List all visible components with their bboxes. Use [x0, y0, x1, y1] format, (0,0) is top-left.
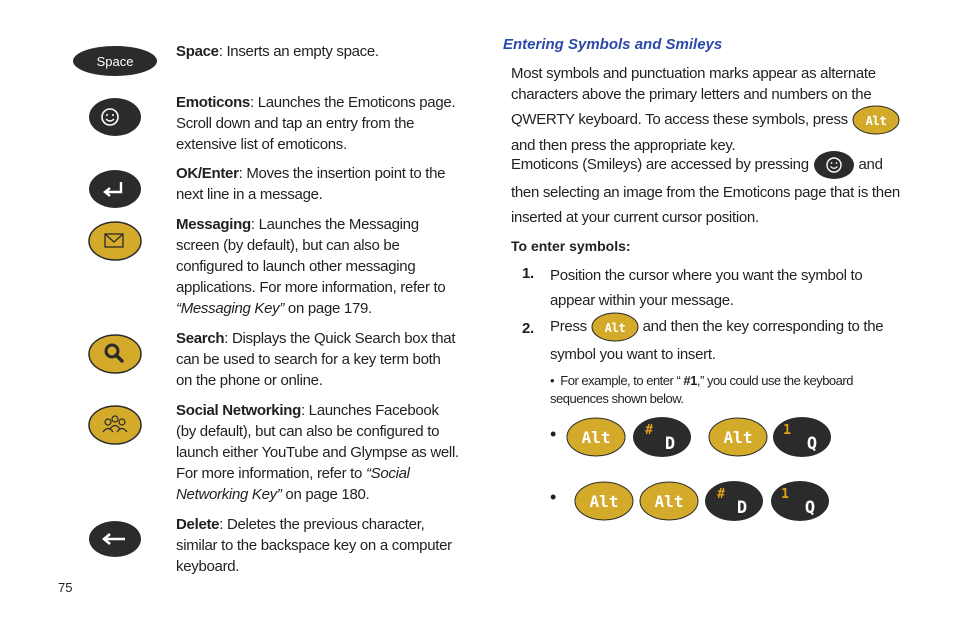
- svg-text:1: 1: [783, 423, 791, 438]
- step-2-text: Press Alt and then the key corresponding to the symbol you want to insert.: [550, 312, 910, 367]
- messaging-key-description: Messaging: Launches the Messaging screen (by default), but can also be configured to launch other messaging applications. For more information, refer to “Messaging Key” on page 179.: [176, 216, 446, 317]
- svg-text:Alt: Alt: [589, 492, 619, 511]
- alt-key-icon: [574, 481, 634, 521]
- search-key-icon: [88, 334, 142, 374]
- messaging-key-reference: “Messaging Key”: [176, 300, 285, 317]
- social-networking-key-reference: “Social Networking Key”: [176, 465, 410, 503]
- step-1-text: Position the cursor where you want the symbol to appear within your message.: [550, 267, 863, 309]
- space-key-description: Space: Inserts an empty space.: [176, 43, 379, 60]
- social-networking-key-description: Social Networking: Launches Facebook (by default), but can also be configured to launch either YouTube and Glympse as well. For more information, refer to “Social Networking Key” on page 180.: [176, 402, 459, 503]
- svg-text:D: D: [736, 498, 748, 518]
- d-key-icon: [632, 416, 692, 458]
- emoticon-key-icon: [88, 97, 142, 137]
- social-networking-key-icon: [88, 405, 142, 445]
- symbols-paragraph: Most symbols and punctuation marks appear as alternate characters above the primary letters and numbers on the QWERTY keyboard. To access these symbols, press Alt and then press the appropriate key.: [511, 63, 911, 156]
- procedure-heading: To enter symbols:: [511, 238, 631, 254]
- step-1-number: 1.: [522, 265, 534, 282]
- sequence-1-bullet: •: [550, 424, 557, 444]
- svg-text:#: #: [717, 487, 725, 502]
- svg-text:#: #: [645, 423, 653, 438]
- space-key-icon: [72, 45, 158, 77]
- alt-key-icon: [852, 105, 900, 135]
- space-key-label: Space: [96, 54, 134, 69]
- alt-key-icon: [708, 417, 768, 457]
- smileys-paragraph: Emoticons (Smileys) are accessed by pressing and then selecting an image from the Emoticons page that is then inserted at your current cursor position.: [511, 150, 911, 230]
- svg-text:1: 1: [781, 487, 789, 502]
- delete-key-description: Delete: Deletes the previous character, similar to the backspace key on a computer keyboard.: [176, 516, 452, 575]
- svg-text:D: D: [664, 434, 676, 454]
- search-key-description: Search: Displays the Quick Search box that can be used to search for a key term both on the phone or online.: [176, 330, 456, 389]
- messaging-key-icon: [88, 221, 142, 261]
- svg-text:Q: Q: [804, 498, 816, 518]
- example-symbol: #1: [683, 373, 697, 388]
- page-number: 75: [58, 580, 73, 595]
- svg-text:Alt: Alt: [581, 428, 611, 447]
- sequence-2-bullet: •: [550, 487, 557, 507]
- alt-key-icon: [591, 312, 639, 342]
- alt-key-icon: [566, 417, 626, 457]
- alt-key-label: Alt: [865, 114, 887, 128]
- section-heading: Entering Symbols and Smileys: [503, 36, 723, 53]
- emoticon-key-icon: [813, 150, 855, 180]
- svg-text:Alt: Alt: [723, 428, 753, 447]
- q-key-icon: [772, 416, 832, 458]
- svg-text:Alt: Alt: [604, 321, 626, 335]
- emoticons-key-description: Emoticons: Launches the Emoticons page. Scroll down and tap an entry from the extensive list of emoticons.: [176, 94, 456, 153]
- example-bullet: • For example, to enter “ #1,” you could use the keyboard sequences shown below.: [550, 373, 853, 406]
- q-key-icon: [770, 480, 830, 522]
- step-2-number: 2.: [522, 320, 534, 337]
- key-term: Space: [176, 43, 219, 60]
- ok-enter-key-description: OK/Enter: Moves the insertion point to the next line in a message.: [176, 165, 446, 203]
- d-key-icon: [704, 480, 764, 522]
- alt-key-icon: [639, 481, 699, 521]
- delete-key-icon: [88, 520, 142, 558]
- svg-text:Alt: Alt: [654, 492, 684, 511]
- enter-key-icon: [88, 169, 142, 209]
- svg-text:Q: Q: [806, 434, 818, 454]
